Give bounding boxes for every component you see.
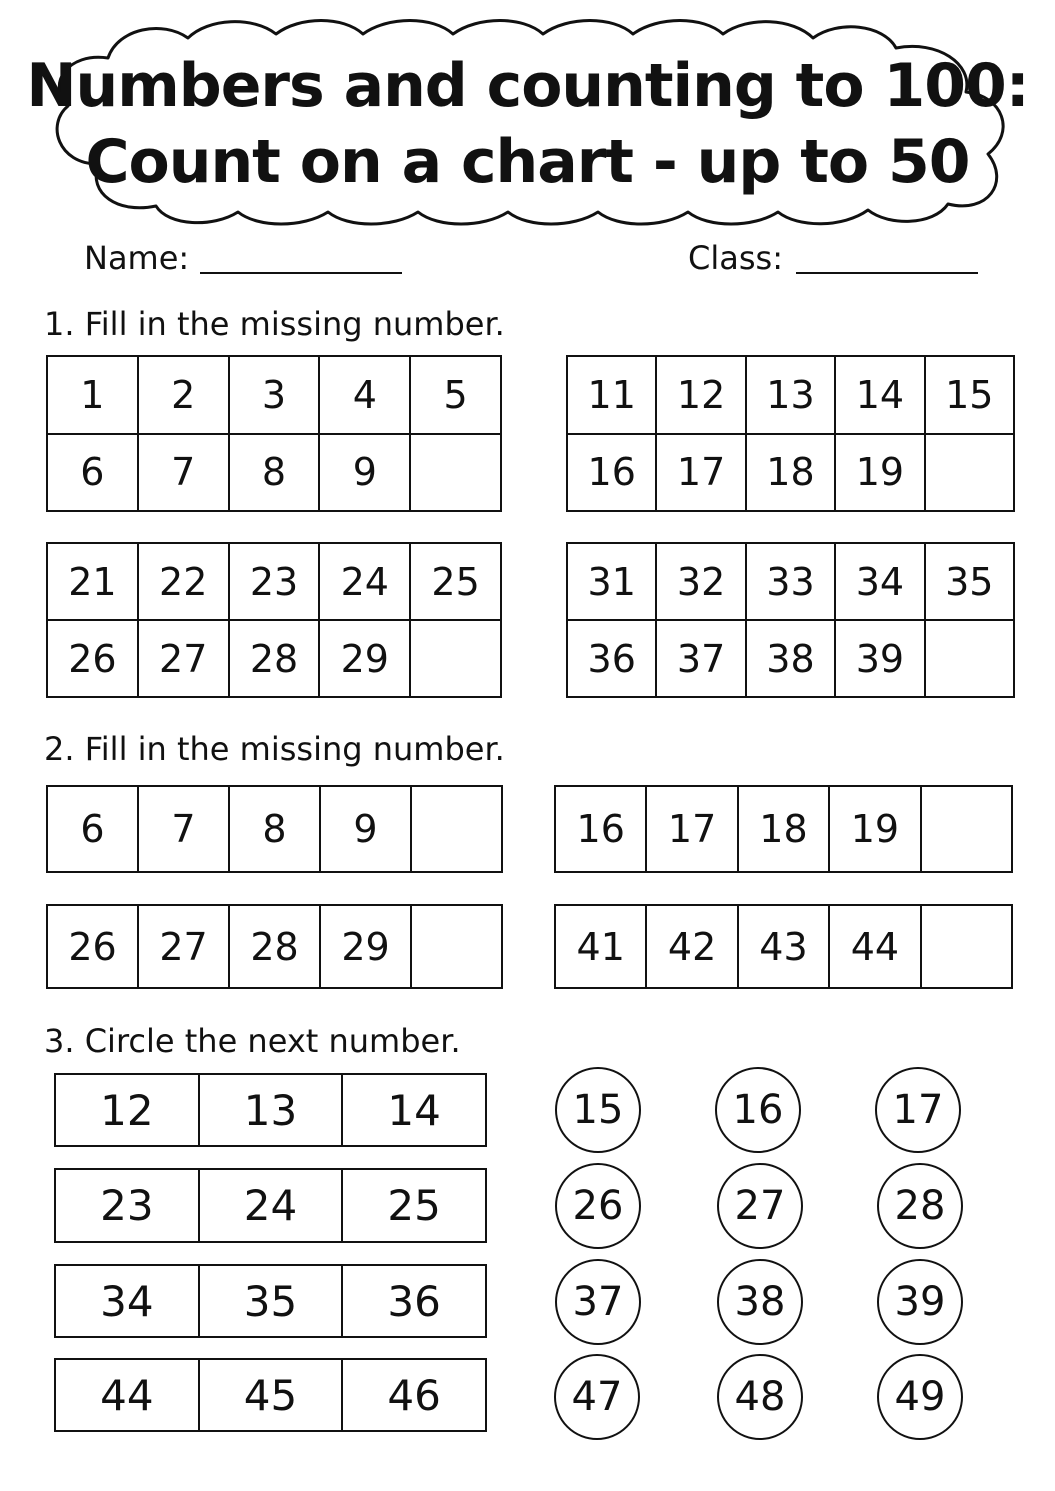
grid-cell: 9: [320, 786, 411, 872]
q3-sequence-1: [54, 1073, 487, 1147]
grid-cell: 4: [319, 356, 410, 434]
name-write-line[interactable]: [200, 272, 402, 274]
grid-cell: 16: [555, 786, 646, 872]
grid-cell: 35: [925, 543, 1014, 620]
grid-cell: 36: [342, 1265, 486, 1337]
choice-circle[interactable]: 16: [715, 1067, 801, 1153]
answer-blank-cell[interactable]: [411, 905, 502, 988]
grid-cell: 39: [835, 620, 924, 697]
grid-cell: 25: [410, 543, 501, 620]
grid-cell: 18: [738, 786, 829, 872]
grid-cell: 44: [829, 905, 920, 988]
grid-cell: 19: [829, 786, 920, 872]
name-label: Name:: [84, 239, 190, 277]
answer-blank-cell[interactable]: [925, 434, 1014, 512]
grid-cell: 23: [55, 1169, 199, 1242]
q2-instruction: 2. Fill in the missing number.: [44, 730, 505, 768]
grid-cell: 44: [55, 1359, 199, 1431]
grid-cell: 45: [199, 1359, 343, 1431]
q1-grid-3: [46, 542, 502, 698]
q2-row-2: [554, 785, 1013, 873]
grid-cell: 3: [229, 356, 320, 434]
answer-blank-cell[interactable]: [410, 434, 501, 512]
grid-cell: 8: [229, 434, 320, 512]
choice-circle[interactable]: 17: [875, 1067, 961, 1153]
grid-cell: 36: [567, 620, 656, 697]
grid-cell: 18: [746, 434, 835, 512]
grid-cell: 34: [835, 543, 924, 620]
grid-cell: 7: [138, 786, 229, 872]
choice-circle[interactable]: 27: [717, 1163, 803, 1249]
grid-cell: 26: [47, 905, 138, 988]
q1-instruction: 1. Fill in the missing number.: [44, 305, 505, 343]
grid-cell: 43: [738, 905, 829, 988]
choice-circle[interactable]: 48: [717, 1354, 803, 1440]
answer-blank-cell[interactable]: [925, 620, 1014, 697]
grid-cell: 27: [138, 905, 229, 988]
q3-sequence-3: [54, 1264, 487, 1338]
q3-sequence-2: [54, 1168, 487, 1243]
q2-row-3: [46, 904, 503, 989]
grid-cell: 14: [835, 356, 924, 434]
grid-cell: 6: [47, 434, 138, 512]
grid-cell: 33: [746, 543, 835, 620]
grid-cell: 2: [138, 356, 229, 434]
grid-cell: 6: [47, 786, 138, 872]
grid-cell: 22: [138, 543, 229, 620]
grid-cell: 13: [199, 1074, 343, 1146]
grid-cell: 12: [656, 356, 745, 434]
q1-grid-2: [566, 355, 1015, 512]
answer-blank-cell[interactable]: [411, 786, 502, 872]
q3-sequence-4: [54, 1358, 487, 1432]
grid-cell: 24: [199, 1169, 343, 1242]
q2-row-1: [46, 785, 503, 873]
choice-circle[interactable]: 37: [555, 1259, 641, 1345]
choice-circle[interactable]: 49: [877, 1354, 963, 1440]
grid-cell: 14: [342, 1074, 486, 1146]
grid-cell: 41: [555, 905, 646, 988]
grid-cell: 37: [656, 620, 745, 697]
grid-cell: 12: [55, 1074, 199, 1146]
grid-cell: 38: [746, 620, 835, 697]
answer-blank-cell[interactable]: [921, 786, 1012, 872]
choice-circle[interactable]: 47: [554, 1354, 640, 1440]
answer-blank-cell[interactable]: [921, 905, 1012, 988]
grid-cell: 13: [746, 356, 835, 434]
grid-cell: 34: [55, 1265, 199, 1337]
grid-cell: 28: [229, 905, 320, 988]
choice-circle[interactable]: 15: [555, 1067, 641, 1153]
title-line-2: Count on a chart - up to 50: [85, 127, 970, 197]
grid-cell: 29: [319, 620, 410, 697]
grid-cell: 46: [342, 1359, 486, 1431]
grid-cell: 31: [567, 543, 656, 620]
grid-cell: 16: [567, 434, 656, 512]
q3-instruction: 3. Circle the next number.: [44, 1022, 461, 1060]
q1-grid-4: [566, 542, 1015, 698]
q2-row-4: [554, 904, 1013, 989]
grid-cell: 15: [925, 356, 1014, 434]
q1-grid-1: [46, 355, 502, 512]
grid-cell: 32: [656, 543, 745, 620]
choice-circle[interactable]: 39: [877, 1259, 963, 1345]
title-line-1: Numbers and counting to 100:: [26, 51, 1029, 121]
grid-cell: 35: [199, 1265, 343, 1337]
grid-cell: 19: [835, 434, 924, 512]
grid-cell: 9: [319, 434, 410, 512]
grid-cell: 23: [229, 543, 320, 620]
class-label: Class:: [688, 239, 783, 277]
grid-cell: 7: [138, 434, 229, 512]
grid-cell: 11: [567, 356, 656, 434]
grid-cell: 25: [342, 1169, 486, 1242]
choice-circle[interactable]: 28: [877, 1163, 963, 1249]
grid-cell: 17: [646, 786, 737, 872]
grid-cell: 1: [47, 356, 138, 434]
choice-circle[interactable]: 38: [717, 1259, 803, 1345]
grid-cell: 29: [320, 905, 411, 988]
grid-cell: 42: [646, 905, 737, 988]
grid-cell: 17: [656, 434, 745, 512]
choice-circle[interactable]: 26: [555, 1163, 641, 1249]
grid-cell: 5: [410, 356, 501, 434]
grid-cell: 21: [47, 543, 138, 620]
grid-cell: 24: [319, 543, 410, 620]
grid-cell: 28: [229, 620, 320, 697]
grid-cell: 26: [47, 620, 138, 697]
grid-cell: 27: [138, 620, 229, 697]
worksheet-title: [0, 48, 1055, 200]
grid-cell: 8: [229, 786, 320, 872]
class-write-line[interactable]: [796, 272, 978, 274]
answer-blank-cell[interactable]: [410, 620, 501, 697]
